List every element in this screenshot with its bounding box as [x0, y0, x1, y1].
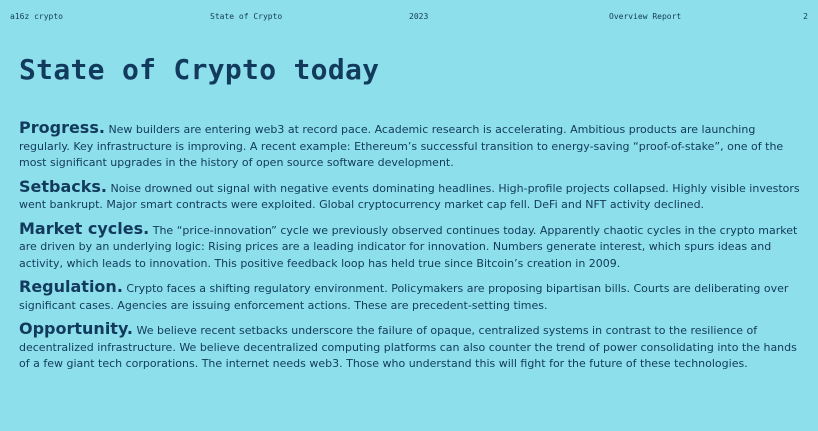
section-market-cycles	[19, 218, 804, 273]
section-text: Noise drowned out signal with negative events dominating headlines. High-profile projects collapsed. Highly visible investors went bankrupt. Major smart contracts were exploited. Global cryptocurrency market cap fell. DeFi and NFT activity declined.	[19, 181, 800, 211]
section-text: New builders are entering web3 at record pace. Academic research is accelerating. Ambitious products are launching regularly. Key infrastructure is improving. A recent example: Ethereum’s successful transition to energy-saving “proof-of-stake”, one of the most significant upgrades in the history of open source software development.	[19, 123, 784, 169]
section-label: Opportunity.	[19, 319, 133, 338]
report-title: State of Crypto	[210, 12, 283, 21]
page-number: 2	[803, 12, 808, 21]
section-text: Crypto faces a shifting regulatory environment. Policymakers are proposing bipartisan bills. Courts are deliberating over significant cases. Agencies are issuing enforcement actions. These are precedent-setting times.	[19, 282, 789, 312]
report-section: Overview Report	[609, 12, 682, 21]
report-header	[10, 12, 808, 24]
section-regulation	[19, 279, 804, 314]
brand-name: a16z crypto	[10, 12, 63, 21]
section-text: We believe recent setbacks underscore the failure of opaque, centralized systems in contrast to the resilience of decentralized infrastructure. We believe decentralized computing platforms can also counter the trend of power consolidating into the hands of a few giant tech corporations. The internet needs web3. Those who understand this will fight for the future of these technologies.	[19, 324, 797, 370]
section-progress	[19, 120, 804, 172]
report-year: 2023	[409, 12, 429, 21]
overview-sections	[19, 120, 804, 380]
section-label: Market cycles.	[19, 218, 150, 238]
page-title: State of Crypto today	[19, 53, 380, 86]
section-opportunity	[19, 321, 804, 373]
section-label: Setbacks.	[19, 176, 107, 196]
section-setbacks	[19, 176, 804, 214]
section-label: Progress.	[19, 118, 105, 137]
section-text: The “price-innovation” cycle we previously observed continues today. Apparently chaotic cycles in the crypto market are driven by an underlying logic: Rising prices are a leading indicator for innovation. Numbers generate interest, which spurs ideas and activity, which leads to innovation. This positive feedback loop has held true since Bitcoin’s creation in 2009.	[19, 223, 798, 270]
section-label: Regulation.	[19, 277, 123, 296]
